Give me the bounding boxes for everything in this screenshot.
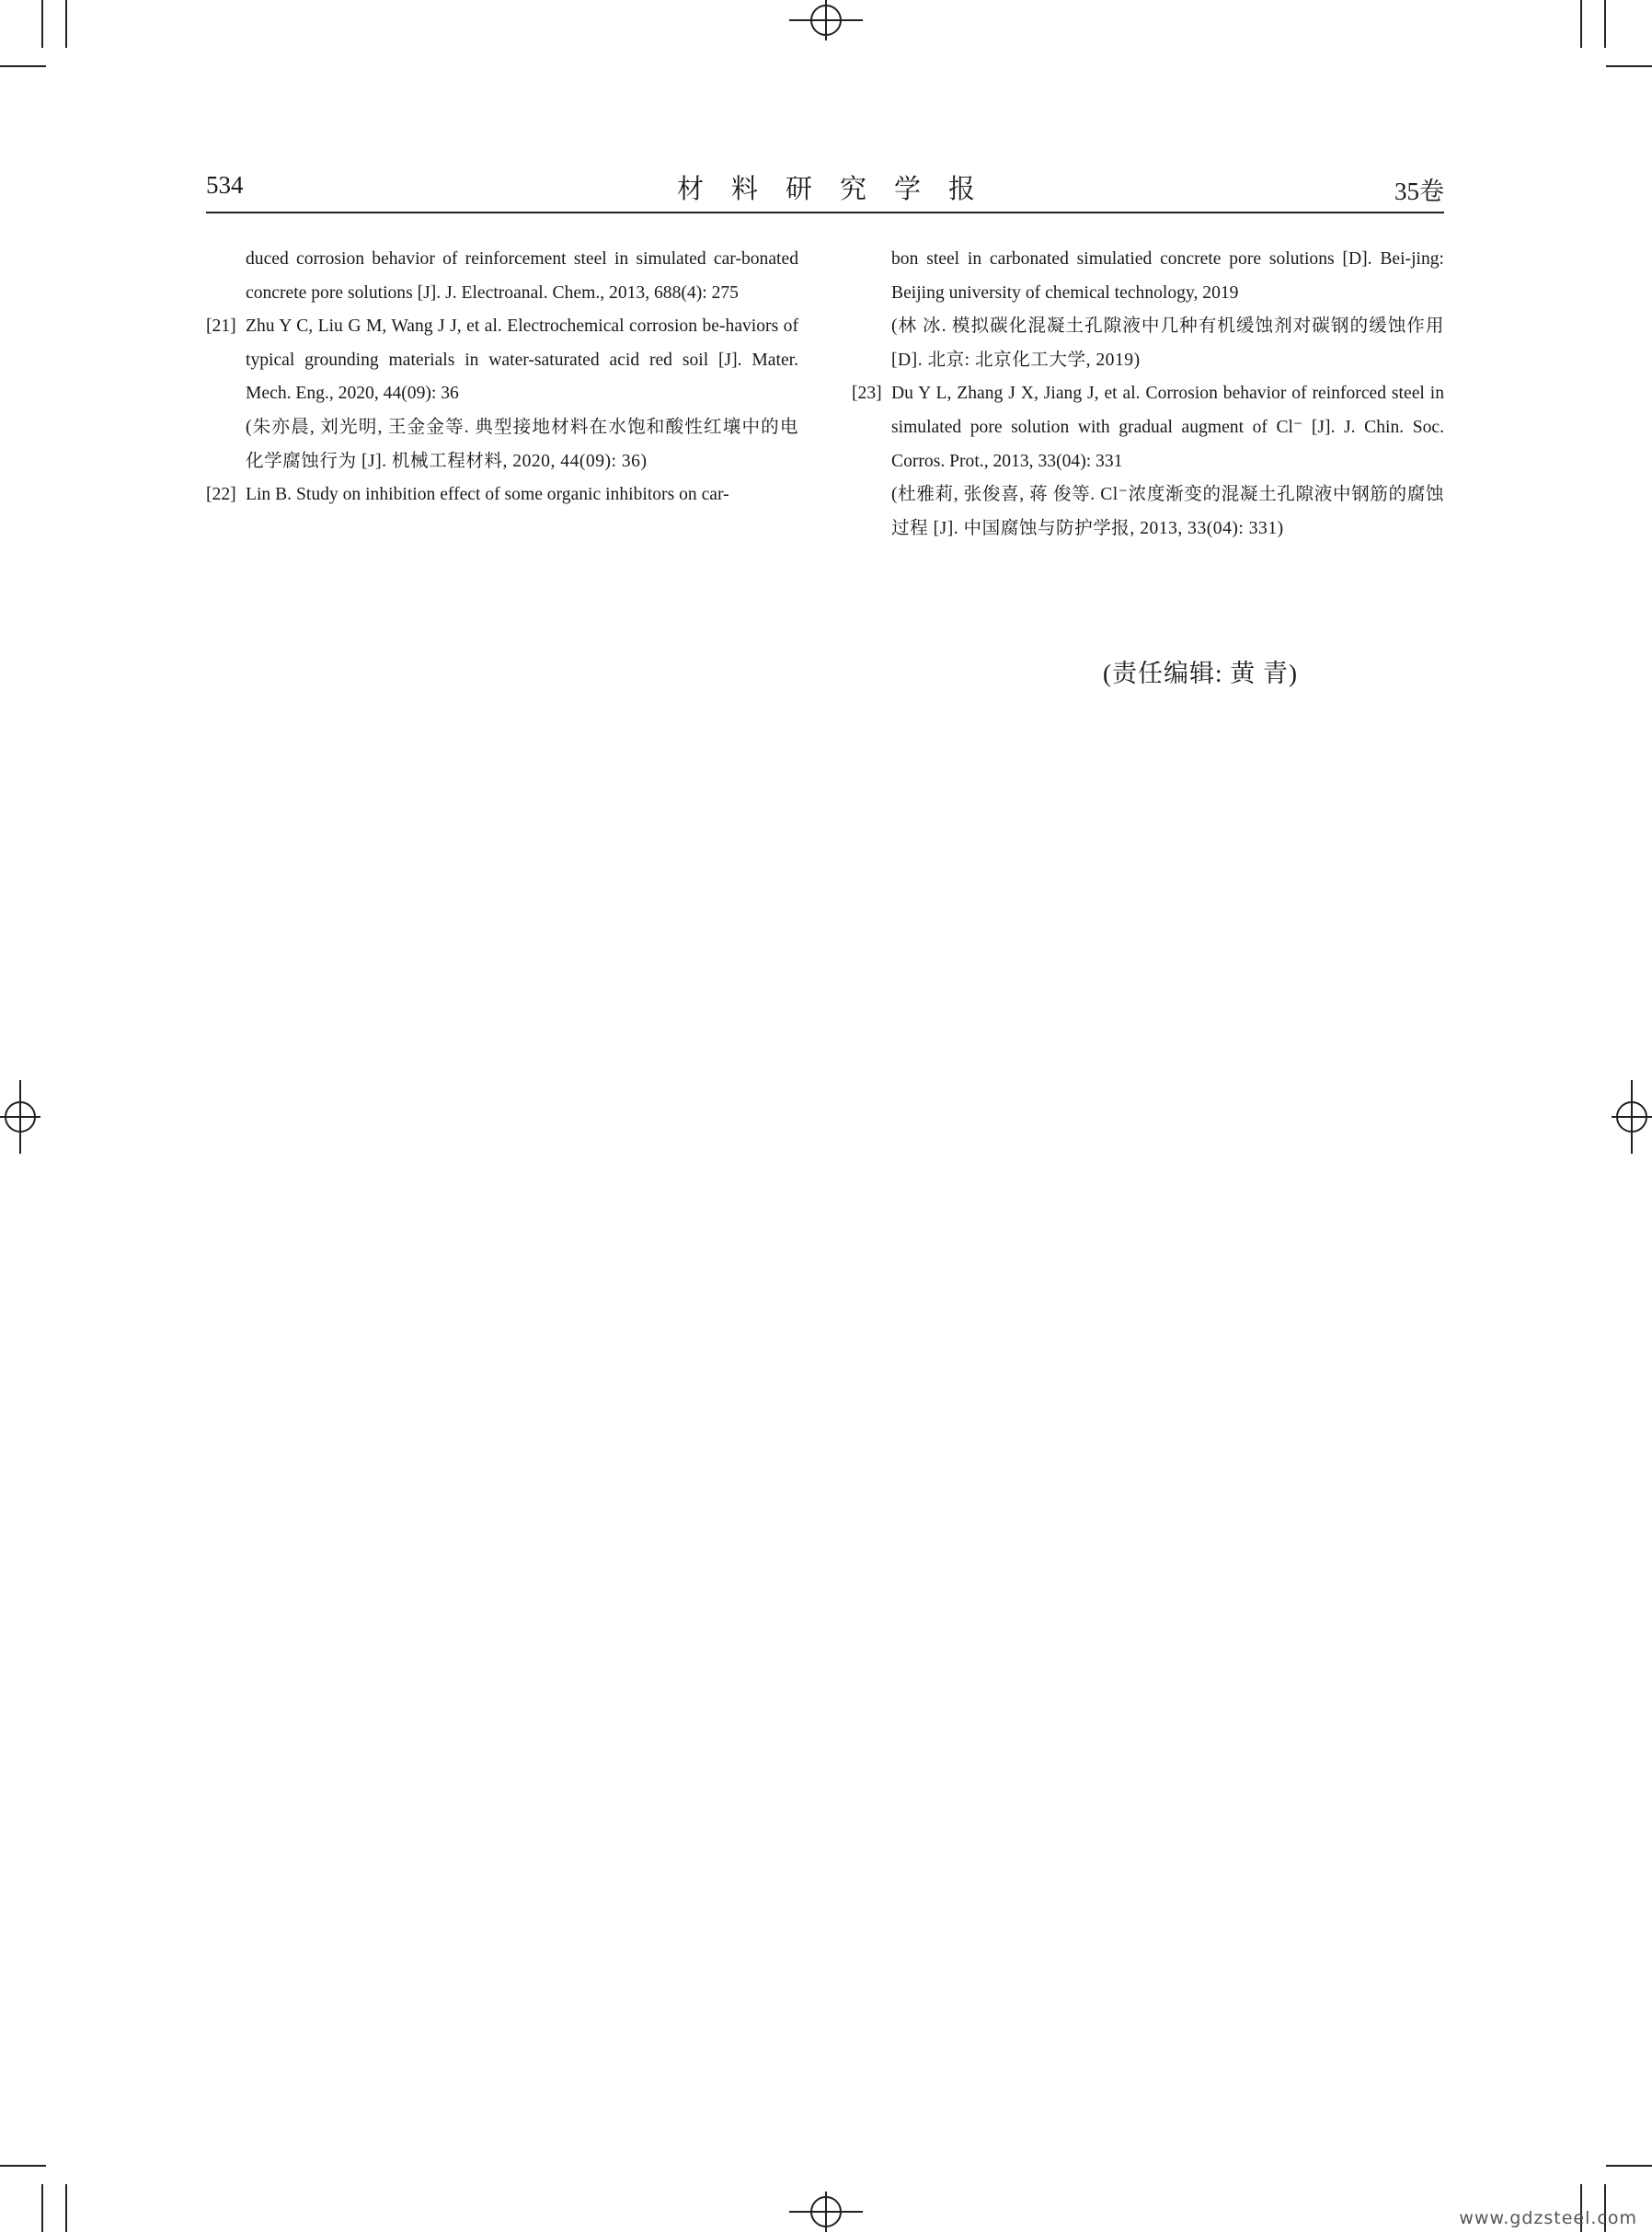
editor-note: (责任编辑: 黄 青) — [1103, 660, 1298, 687]
journal-title: 材料研究学报 — [677, 175, 1004, 204]
reference-number: [21] — [206, 316, 236, 337]
reference-21 — [206, 310, 798, 478]
reference-translation: (朱亦晨, 刘光明, 王金金等. 典型接地材料在水饱和酸性红壤中的电化学腐蚀行为 [J]. 机械工程材料, 2020, 44(09): 36) — [246, 417, 798, 471]
crop-mark — [65, 0, 67, 48]
reference-23 — [852, 377, 1444, 546]
reference-22-continuation — [852, 243, 1444, 377]
reference-20-continuation — [206, 243, 798, 310]
reference-number: [23] — [852, 384, 882, 404]
header-rule — [206, 212, 1444, 213]
crop-mark — [1606, 65, 1652, 67]
reference-translation: (杜雅莉, 张俊喜, 蒋 俊等. Cl⁻浓度渐变的混凝土孔隙液中钢筋的腐蚀过程 [J]. 中国腐蚀与防护学报, 2013, 33(04): 331) — [891, 485, 1444, 538]
registration-mark-icon — [0, 1078, 40, 1156]
crop-mark — [1606, 2165, 1652, 2167]
reference-text: Du Y L, Zhang J X, Jiang J, et al. Corrosion behavior of reinforced steel in simulated pore solution with gradual augment of Cl⁻ [J]. J. Chin. Soc. Corros. Prot., 2013, 33(04): 331 — [891, 384, 1444, 471]
watermark: www.gdzsteel.com — [1459, 2208, 1637, 2228]
reference-text: Zhu Y C, Liu G M, Wang J J, et al. Electrochemical corrosion be-haviors of typical grounding materials in water-saturated acid red soil [J]. Mater. Mech. Eng., 2020, 44(09): 36 — [246, 316, 798, 404]
right-column — [852, 243, 1444, 546]
reference-number: [22] — [206, 485, 236, 505]
reference-translation: (林 冰. 模拟碳化混凝土孔隙液中几种有机缓蚀剂对碳钢的缓蚀作用 [D]. 北京: 北京化工大学, 2019) — [891, 316, 1444, 370]
crop-mark — [65, 2184, 67, 2232]
page-number: 534 — [206, 171, 244, 199]
crop-mark — [1580, 0, 1582, 48]
reference-22 — [206, 478, 798, 512]
volume-label: 35卷 — [1394, 178, 1444, 205]
registration-mark-icon — [787, 2192, 865, 2232]
registration-mark-icon — [1612, 1078, 1652, 1156]
crop-mark — [0, 65, 46, 67]
left-column — [206, 243, 798, 512]
crop-mark — [41, 2184, 43, 2232]
reference-text: duced corrosion behavior of reinforcement steel in simulated car-bonated concrete pore solutions [J]. J. Electroanal. Chem., 2013, 688(4): 275 — [246, 249, 798, 303]
reference-text: bon steel in carbonated simulatied concrete pore solutions [D]. Bei-jing: Beijing university of chemical technology, 2019 — [891, 249, 1444, 303]
crop-mark — [0, 2165, 46, 2167]
crop-mark — [1604, 0, 1606, 48]
registration-mark-icon — [787, 0, 865, 40]
reference-text: Lin B. Study on inhibition effect of some organic inhibitors on car- — [246, 485, 729, 505]
crop-mark — [41, 0, 43, 48]
